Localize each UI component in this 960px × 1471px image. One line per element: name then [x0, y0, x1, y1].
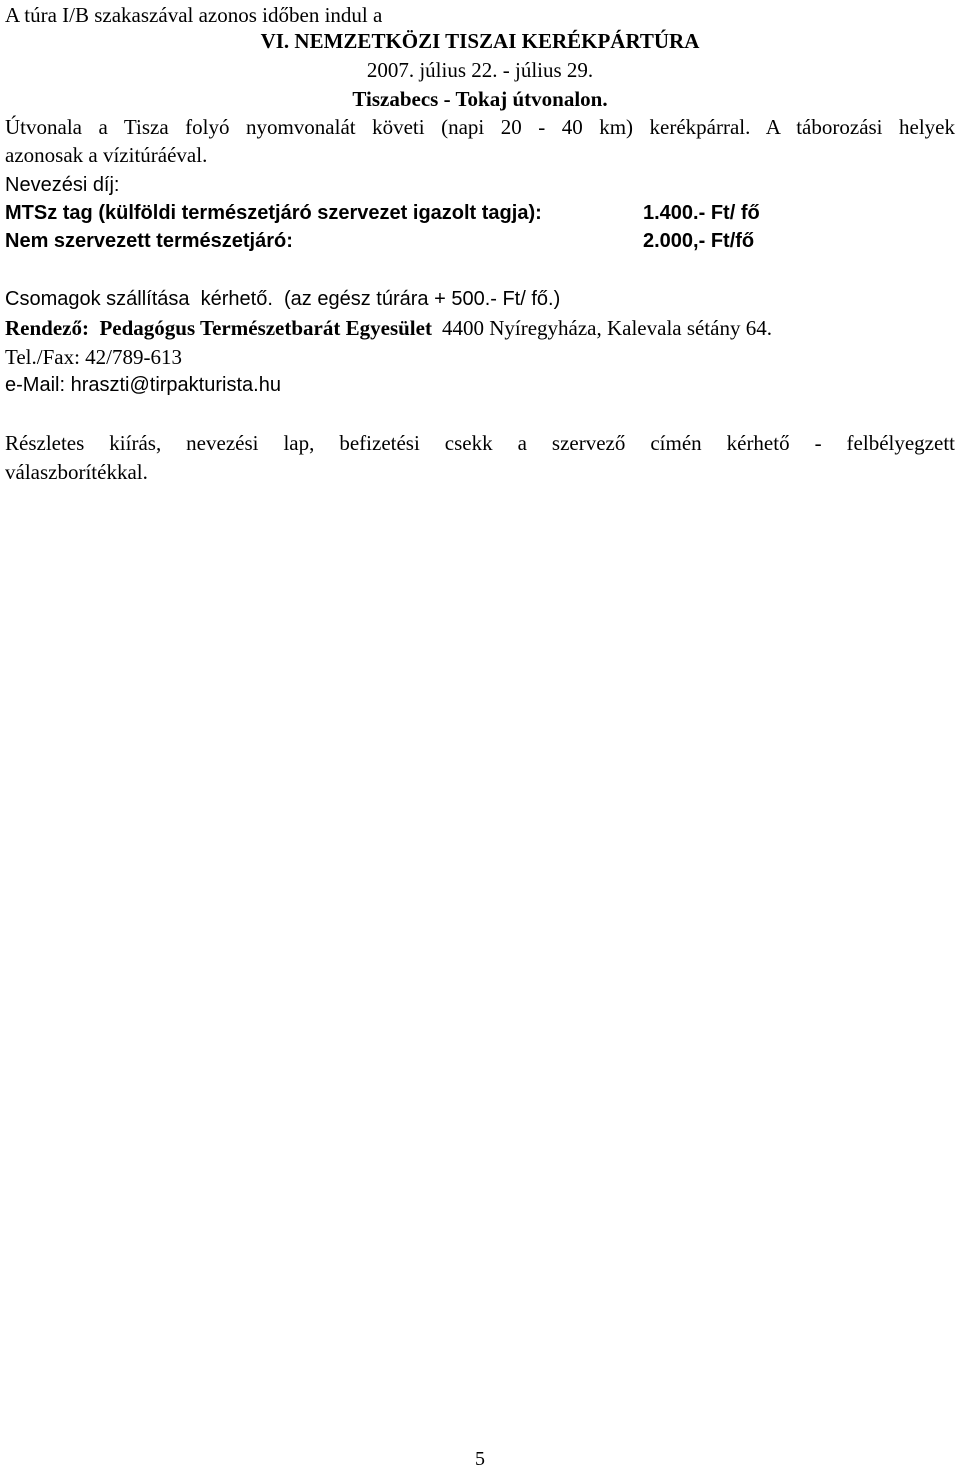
description-line-2: azonosak a vízitúráéval. [5, 143, 208, 167]
description-line-1: Útvonala a Tisza folyó nyomvonalát követi (napi 20 - 40 km) kerékpárral. A táborozási helyek [5, 115, 955, 139]
page-number: 5 [475, 1448, 485, 1470]
fee-value: 2.000,- Ft/fő [643, 230, 755, 252]
fee-label: Nem szervezett természetjáró: [5, 230, 293, 252]
details-line-2: válaszborítékkal. [5, 460, 148, 484]
organizer-address: 4400 Nyíregyháza, Kalevala sétány 64. [441, 316, 772, 340]
event-title: VI. NEMZETKÖZI TISZAI KERÉKPÁRTÚRA [260, 29, 700, 53]
organizer-phone: Tel./Fax: 42/789-613 [5, 345, 183, 369]
fee-label: MTSz tag (külföldi természetjáró szervezet igazolt tagja): [5, 202, 542, 224]
fee-heading: Nevezési díj: [5, 174, 120, 196]
luggage-note: Csomagok szállítása kérhető. (az egész túrára + 500.- Ft/ fő.) [5, 288, 561, 310]
event-dates: 2007. július 22. - július 29. [366, 58, 594, 82]
fee-value: 1.400.- Ft/ fő [643, 202, 760, 224]
organizer-email: e-Mail: hraszti@tirpakturista.hu [5, 374, 281, 396]
organizer-line [5, 315, 772, 341]
details-line-1: Részletes kiírás, nevezési lap, befizetési csekk a szervező címén kérhető - felbélyegzett [5, 431, 955, 455]
organizer-name: Rendező: Pedagógus Természetbarát Egyesület [5, 316, 432, 340]
route-text: Tiszabecs - Tokaj útvonalon. [352, 87, 608, 111]
intro-text: A túra I/B szakaszával azonos időben indul a [5, 3, 383, 27]
